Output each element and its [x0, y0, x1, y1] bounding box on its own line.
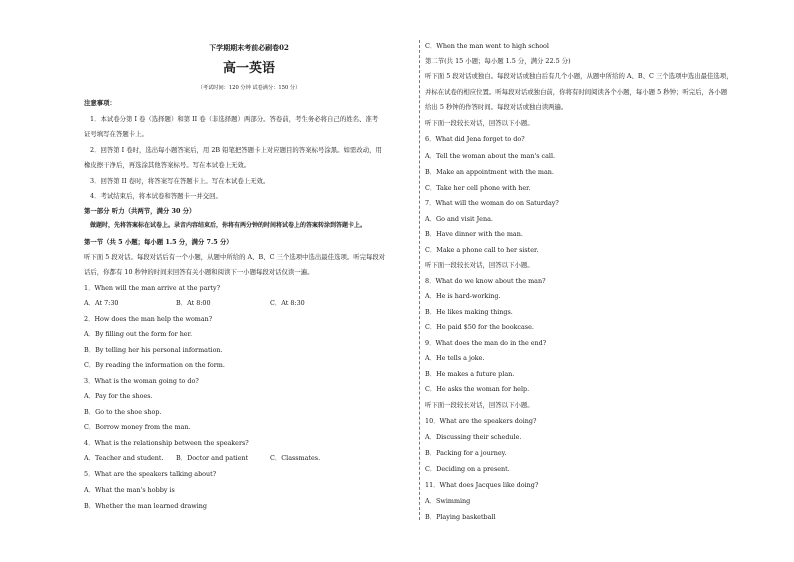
section2-desc-2: 并标在试卷的相应位置。听每段对话或独白前，你将有时间阅读各个小题，每小题 5 秒钟；听完后，各小题 [425, 88, 728, 96]
question-4: 4．What is the relationship between the speakers? [84, 439, 249, 447]
question-6: 6．What did Jena forget to do? [425, 135, 525, 143]
q1-option-a: A．At 7:30 [84, 299, 119, 307]
q3-option-c: C．Borrow money from the man. [84, 423, 191, 431]
question-9: 9．What does the man do in the end? [425, 339, 547, 347]
listen-instruction-2: 听下面一段较长对话，回答以下小题。 [425, 261, 534, 269]
question-8: 8．What do we know about the man? [425, 277, 546, 285]
q8-option-b: B．He likes making things. [425, 308, 513, 316]
q10-option-a: A．Discussing their schedule. [425, 433, 522, 441]
q5-option-b: B．Whether the man learned drawing [84, 502, 208, 510]
q4-option-b: B．Doctor and patient [176, 454, 249, 462]
q6-option-c: C．Take her cell phone with her. [425, 184, 531, 192]
notice-1a: 1．本试卷分第 I 卷（选择题）和第 II 卷（非选择题）两部分。答卷前，考生务必将自己的姓名、准考 [90, 115, 379, 123]
q9-option-a: A．He tells a joke. [425, 354, 485, 362]
q7-option-a: A．Go and visit Jena. [425, 215, 493, 223]
question-2: 2．How does the man help the woman? [84, 315, 213, 323]
section2-desc-3: 给出 5 秒钟的作答时间。每段对话或独白读两遍。 [425, 103, 568, 111]
exam-title: 高一英语 [222, 61, 275, 76]
part1-note: 做题时，先将答案标在试卷上。录音内容结束后，你将有两分钟的时间将试卷上的答案转涂到答题卡上。 [90, 222, 367, 229]
section1-desc-2: 话后，你都有 10 秒钟的时间来回答有关小题和阅读下一小题每段对话仅读一遍。 [84, 268, 314, 276]
q2-option-c: C．By reading the information on the form. [84, 361, 225, 369]
notice-1b: 证号填写在答题卡上。 [84, 130, 148, 138]
exam-header: 下学期期末考前必刷卷02 [209, 43, 289, 52]
q4-option-a: A．Teacher and student. [84, 454, 164, 462]
section1-desc-1: 听下面 5 段对话。每段对话后有一个小题，从题中所给的 A、B、C 三个选项中选出最佳选项。听完每段对 [84, 253, 386, 261]
q11-option-b: B．Playing basketball [425, 513, 496, 521]
section2-heading: 第二节(共 15 小题；每小题 1.5 分，满分 22.5 分) [425, 57, 571, 65]
q9-option-c: C．He asks the woman for help. [425, 385, 530, 393]
q8-option-c: C．He paid $50 for the bookcase. [425, 323, 534, 331]
notice-2a: 2．回答第 I 卷时，选出每小题答案后，用 2B 铅笔把答题卡上对应题目的答案标号涂黑。如需改动，用 [90, 146, 382, 154]
q5-option-a: A．What the man's hobby is [84, 486, 175, 494]
column-divider [419, 40, 420, 520]
exam-meta: （考试时间：120 分钟 试卷满分：150 分） [197, 85, 301, 91]
q9-option-b: B．He makes a future plan. [425, 370, 515, 378]
q4-option-c: C．Classmates. [270, 454, 321, 462]
q2-option-a: A．By filling out the form for her. [84, 330, 192, 338]
q10-option-c: C．Deciding on a present. [425, 465, 510, 473]
notice-3: 3．回答第 II 卷时，将答案写在答题卡上。写在本试卷上无效。 [90, 177, 270, 185]
question-10: 10．What are the speakers doing? [425, 417, 537, 425]
notice-2b: 橡皮擦干净后，再选涂其他答案标号。写在本试卷上无效。 [84, 161, 251, 169]
q10-option-b: B．Packing for a journey. [425, 449, 507, 457]
question-3: 3．What is the woman going to do? [84, 377, 199, 385]
q6-option-a: A．Tell the woman about the man's call. [425, 152, 556, 160]
listen-instruction-1: 听下面一段较长对话，回答以下小题。 [425, 119, 534, 127]
q1-option-b: B．At 8:00 [176, 299, 211, 307]
question-1: 1．When will the man arrive at the party? [84, 284, 221, 292]
listen-instruction-3: 听下面一段较长对话，回答以下小题。 [425, 401, 534, 409]
q2-option-b: B．By telling her his personal information. [84, 346, 223, 354]
q8-option-a: A．He is hard-working. [425, 292, 501, 300]
question-5: 5．What are the speakers talking about? [84, 470, 217, 478]
section1-heading: 第一节（共 5 小题；每小题 1.5 分，满分 7.5 分） [84, 238, 233, 246]
question-11: 11．What does Jacques like doing? [425, 481, 539, 489]
q3-option-a: A．Pay for the shoes. [84, 392, 153, 400]
part1-heading: 第一部分 听力（共两节，满分 30 分） [84, 207, 196, 215]
question-7: 7．What will the woman do on Saturday? [425, 199, 559, 207]
notice-4: 4．考试结束后，将本试卷和答题卡一并交回。 [90, 192, 222, 200]
q7-option-c: C．Make a phone call to her sister. [425, 246, 539, 254]
q11-option-a: A．Swimming [425, 497, 471, 505]
q5-option-c: C．When the man went to high school [425, 42, 549, 50]
q6-option-b: B．Make an appointment with the man. [425, 168, 554, 176]
q3-option-b: B．Go to the shoe shop. [84, 408, 162, 416]
q1-option-c: C．At 8:30 [270, 299, 305, 307]
q7-option-b: B．Have dinner with the man. [425, 230, 523, 238]
notice-title: 注意事项： [84, 99, 116, 107]
section2-desc-1: 听下面 5 段对话或独白。每段对话或独白后有几个小题，从题中所给的 A、B、C 三个选项中选出最佳选项， [425, 72, 733, 80]
